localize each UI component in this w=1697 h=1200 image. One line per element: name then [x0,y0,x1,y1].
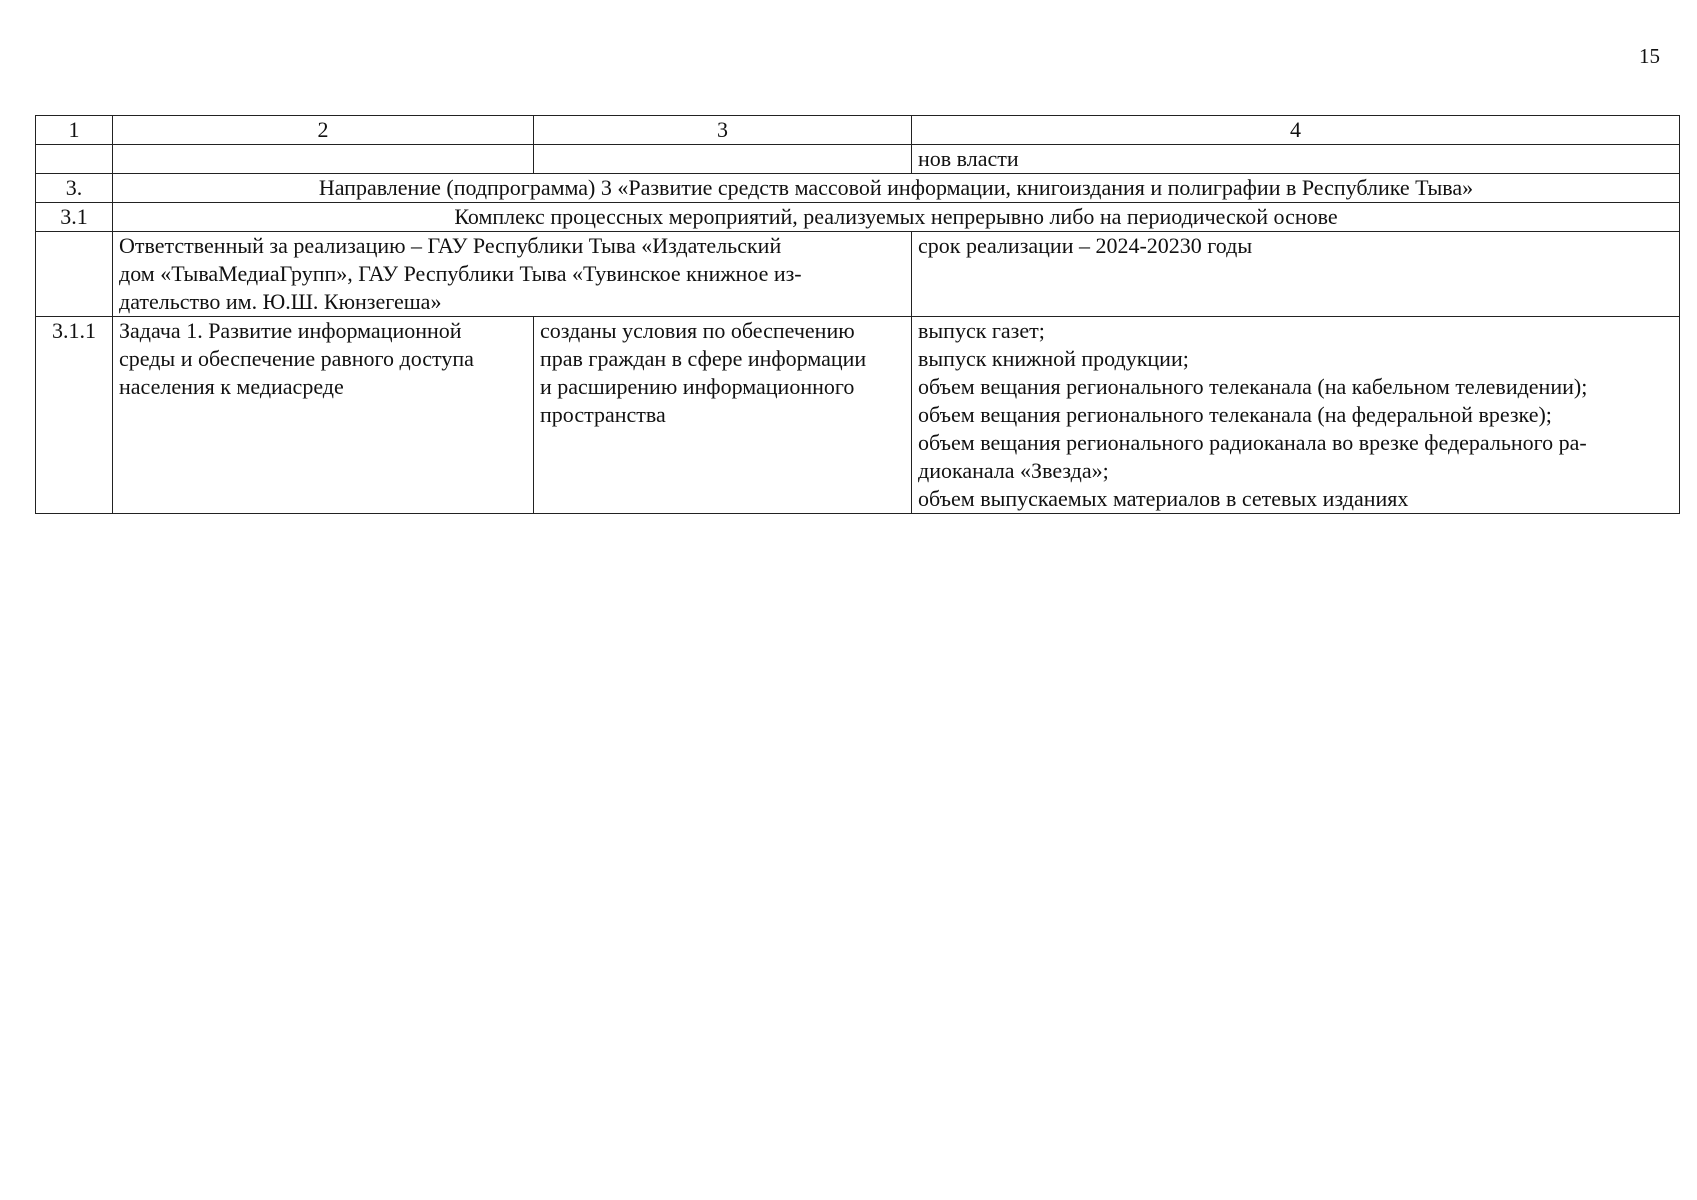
direction-number: 3. [36,174,113,203]
task-indicators [912,317,1680,514]
task-description [113,317,534,514]
continuation-cell-2 [113,145,534,174]
task-line: среды и обеспечение равного доступа [119,346,474,371]
term-text: срок реализации – 2024-20230 годы [912,232,1680,317]
header-cell-2: 2 [113,116,534,145]
indicator-line: объем вещания регионального радиоканала во врезке федерального ра- [918,430,1587,455]
continuation-cell-1 [36,145,113,174]
responsible-line: Ответственный за реализацию – ГАУ Республики Тыва «Издательский [119,233,782,258]
responsible-line: дательство им. Ю.Ш. Кюнзегеша» [119,289,442,314]
task-line: населения к медиасреде [119,374,344,399]
result-line: и расширению информационного [540,374,855,399]
header-cell-1: 1 [36,116,113,145]
task-result [534,317,912,514]
complex-title: Комплекс процессных мероприятий, реализуемых непрерывно либо на периодической основе [113,203,1680,232]
continuation-row [36,145,1680,174]
indicator-line: выпуск газет; [918,318,1045,343]
complex-row [36,203,1680,232]
indicator-line: объем вещания регионального телеканала (на кабельном телевидении); [918,374,1588,399]
task-line: Задача 1. Развитие информационной [119,318,462,343]
task-number: 3.1.1 [36,317,113,514]
responsible-empty-cell [36,232,113,317]
header-cell-4: 4 [912,116,1680,145]
responsible-text [113,232,912,317]
indicator-line: объем вещания регионального телеканала (на федеральной врезке); [918,402,1552,427]
program-table [35,115,1680,514]
continuation-text: нов власти [912,145,1680,174]
result-line: пространства [540,402,666,427]
responsible-row [36,232,1680,317]
continuation-cell-3 [534,145,912,174]
page-number: 15 [1639,44,1660,68]
direction-row [36,174,1680,203]
indicator-line: объем выпускаемых материалов в сетевых изданиях [918,486,1409,511]
indicator-line: диоканала «Звезда»; [918,458,1109,483]
header-cell-3: 3 [534,116,912,145]
task-row [36,317,1680,514]
result-line: созданы условия по обеспечению [540,318,855,343]
result-line: прав граждан в сфере информации [540,346,867,371]
complex-number: 3.1 [36,203,113,232]
direction-title: Направление (подпрограмма) 3 «Развитие средств массовой информации, книгоиздания и полиграфии в Республике Тыва» [113,174,1680,203]
responsible-line: дом «ТываМедиаГрупп», ГАУ Республики Тыва «Тувинское книжное из- [119,261,802,286]
indicator-line: выпуск книжной продукции; [918,346,1189,371]
table-header-row [36,116,1680,145]
